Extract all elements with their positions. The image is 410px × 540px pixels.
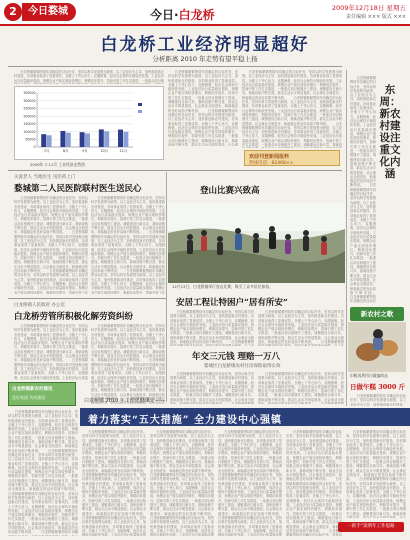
feature-body-col-6 [346,430,406,518]
y-tick-label: 300000 [23,98,36,103]
divider [8,170,342,171]
chart-bar [118,130,123,147]
chart-bar [66,133,71,147]
section-title [150,6,215,23]
feature-body-col-2 [82,430,146,536]
insurance-headline: 年交三元钱 理赔一万八 [192,352,280,362]
insurance-subhead: 婺城区白龙桥镇农村住房保险取得实效 [204,364,281,369]
economy-chart [14,86,164,160]
doctors-body-col-1 [14,196,88,294]
crafts-photo [348,322,406,372]
chart-bar [99,129,104,147]
lead-body-col-1 [14,70,164,84]
chart-bar [41,134,46,147]
climb-headline: 登山比赛兴致高 [200,186,260,196]
housing-headline: 安居工程让特困户“居有所安” [176,298,288,308]
section-prefix: 今日· [150,8,179,22]
lead-body-col-3 [242,70,342,148]
issue-date: 2009年12月18日 星期五 [331,4,406,12]
x-tick-label: 7月 [43,149,50,153]
cakes-body [350,394,406,406]
lead-subhead: 分析距离 2010 年走势有望平稳上扬 [152,55,258,63]
right-body-col [350,76,376,304]
climbing-photo-image [168,203,345,283]
rural-ad-box [8,382,76,406]
cakes-headline: 日做午糕 3000 斤 [350,383,406,391]
feature-headline: 着力落实“五大措施” 全力建设中心强镇 [88,415,282,426]
x-tick-label: 9月 [82,149,88,153]
feature-body-col-4 [218,430,282,536]
legend-swatch [138,110,142,113]
y-tick-label: 200000 [23,114,36,119]
hotline-ad-line2: 热线电话：82468×× [249,161,294,166]
column-rule [166,172,167,402]
insurance-body-col-1 [170,372,254,404]
hotline-ad [244,150,340,166]
y-tick-label: 0 [33,145,36,150]
x-tick-label: 11月 [119,149,128,153]
paper-name: 今日婺城 [22,3,76,21]
office-body-col-1 [14,324,88,380]
x-tick-label: 10月 [100,149,109,153]
chart-bar [123,132,128,147]
divider [8,298,166,299]
chart-bar [85,133,90,147]
legend-swatch [138,103,142,106]
crafts-photo-image [348,322,406,372]
chart-caption: 2009年 7-11月 工业经济走势图 [30,162,85,167]
hotline-ad-line1: 欢迎刊登新闻报料 [249,154,290,160]
x-tick-label: 8月 [63,149,69,153]
office-body-col-2 [91,324,165,404]
doctors-headline: 婺城第二人民医院联村医生送民心 [14,184,142,194]
feature-body-col-3 [150,430,214,536]
housing-body-col-2 [258,310,344,346]
divider [8,66,342,67]
doctors-body-col-2 [91,196,165,294]
rural-ad-line2: 美好家园 共同建设 [12,395,46,400]
masthead-meta: 责任编辑 ××× 版式 ××× [346,14,406,20]
crafts-caption: 旧鞋再利用巧做编织品 [350,373,388,378]
y-tick-label: 50000 [25,137,36,142]
climbing-photo [168,203,345,283]
office-headline: 白龙桥劳管所积极化解劳资纠纷 [14,312,134,322]
lead-headline: 白龙桥工业经济明显超好 [100,35,310,55]
feature-body-col-1 [8,410,78,536]
y-tick-label: 350000 [23,91,36,96]
rural-song-tag: 新农村之歌 [350,307,404,321]
rural-ad-line1: 白龙桥镇新农村建设 [12,387,53,392]
y-tick-label: 100000 [23,129,36,134]
economy-chart-svg [15,87,165,161]
lead-body-col-2 [168,70,238,146]
footer-badge: 一抓手”读明年工作思路 [338,522,404,532]
doctors-kicker: 关爱老人 当地医生 送医药上门 [14,175,76,180]
chart-bar [60,131,65,147]
page-number: 2 [4,3,22,21]
column-rule [346,70,347,406]
office-kicker: 白龙桥镇人民政府 办公室 [14,303,65,308]
chart-bar [47,135,52,147]
y-tick-label: 250000 [23,106,36,111]
feature-banner [80,398,410,426]
chart-bar [80,132,85,147]
climb-caption: 12月13日，白龙桥镇举行登山比赛，吸引了众多居民参加。 [172,284,273,289]
housing-body-col-1 [170,310,254,346]
feature-body-col-5 [286,430,342,536]
section-name: 白龙桥 [178,8,215,22]
rural-culture-headline: 东周：新农村建设注重文化内涵 [379,84,401,180]
feature-kicker: 白龙桥镇 2010 年工作思路谋定—— [84,398,165,404]
y-tick-label: 150000 [23,122,36,127]
masthead [0,0,410,26]
insurance-body-col-2 [258,372,344,404]
chart-bar [104,131,109,147]
